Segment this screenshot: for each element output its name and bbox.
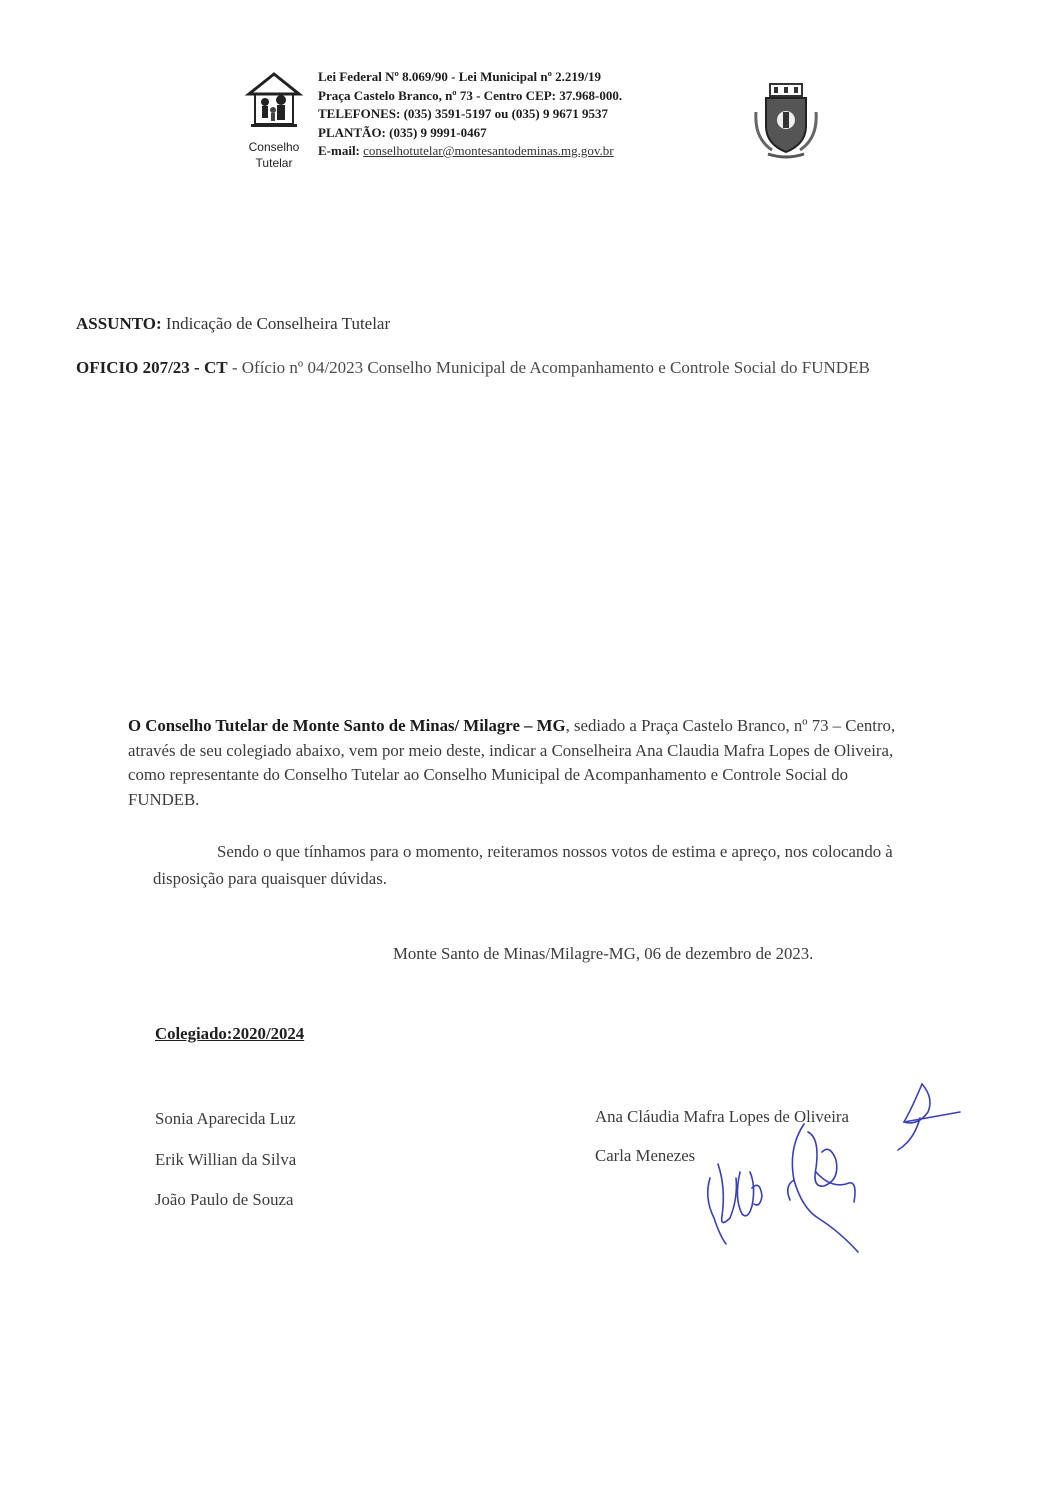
logo-text-line1: Conselho <box>248 140 300 154</box>
municipal-coat-of-arms-icon <box>752 82 820 160</box>
member-name: Sonia Aparecida Luz <box>155 1109 296 1128</box>
member-name: Carla Menezes <box>595 1146 696 1165</box>
oficio-reference <box>76 354 916 381</box>
oficio-label: OFICIO 207/23 - CT <box>76 358 228 377</box>
body-paragraph-1 <box>128 714 918 812</box>
member-name: João Paulo de Souza <box>155 1190 294 1209</box>
member-name: Erik Willian da Silva <box>155 1150 297 1169</box>
phones-line: TELEFONES: (035) 3591-5197 ou (035) 9 9671 9537 <box>318 106 608 121</box>
oficio-text: - Ofício nº 04/2023 Conselho Municipal de Acompanhamento e Controle Social do FUNDEB <box>231 358 870 377</box>
handwritten-signatures <box>690 1068 980 1268</box>
law-line: Lei Federal Nº 8.069/90 - Lei Municipal nº 2.219/19 <box>318 69 602 84</box>
place-date: Monte Santo de Minas/Milagre-MG, 06 de dezembro de 2023. <box>393 944 814 963</box>
email-label: E-mail: <box>318 143 360 158</box>
body-p1-bold: O Conselho Tutelar de Monte Santo de Minas/ Milagre – MG <box>128 716 566 735</box>
conselho-tutelar-logo-icon <box>243 72 305 134</box>
address-line: Praça Castelo Branco, nº 73 - Centro CEP: 37.968-000. <box>318 87 623 103</box>
subject-text: Indicação de Conselheira Tutelar <box>165 314 391 333</box>
colegiado-title: Colegiado:2020/2024 <box>155 1024 305 1043</box>
email-link[interactable]: conselhotutelar@montesantodeminas.mg.gov.br <box>363 143 614 158</box>
body-paragraph-2: Sendo o que tínhamos para o momento, reiteramos nossos votos de estima e apreço, nos colocando à disposição para quaisquer dúvidas. <box>153 842 893 888</box>
letterhead-info <box>318 68 718 161</box>
member-name: Ana Cláudia Mafra Lopes de Oliveira <box>595 1107 849 1126</box>
body-p1-rest: , sediado a Praça Castelo Branco, nº 73 – Centro, através de seu colegiado abaixo, vem por meio deste, indicar a Conselheira Ana Claudia Mafra Lopes de Oliveira, como representante do Conselho Tutelar ao Conselho Municipal de Acompanhamento e Controle Social do FUNDEB. <box>128 716 896 809</box>
email-row <box>318 142 718 161</box>
conselho-tutelar-logo <box>243 72 305 172</box>
subject-line <box>76 314 390 334</box>
logo-text-line2: Tutelar <box>255 156 293 170</box>
subject-label: ASSUNTO: <box>76 314 162 333</box>
plantao-line: PLANTÃO: (035) 9 9991-0467 <box>318 124 487 140</box>
